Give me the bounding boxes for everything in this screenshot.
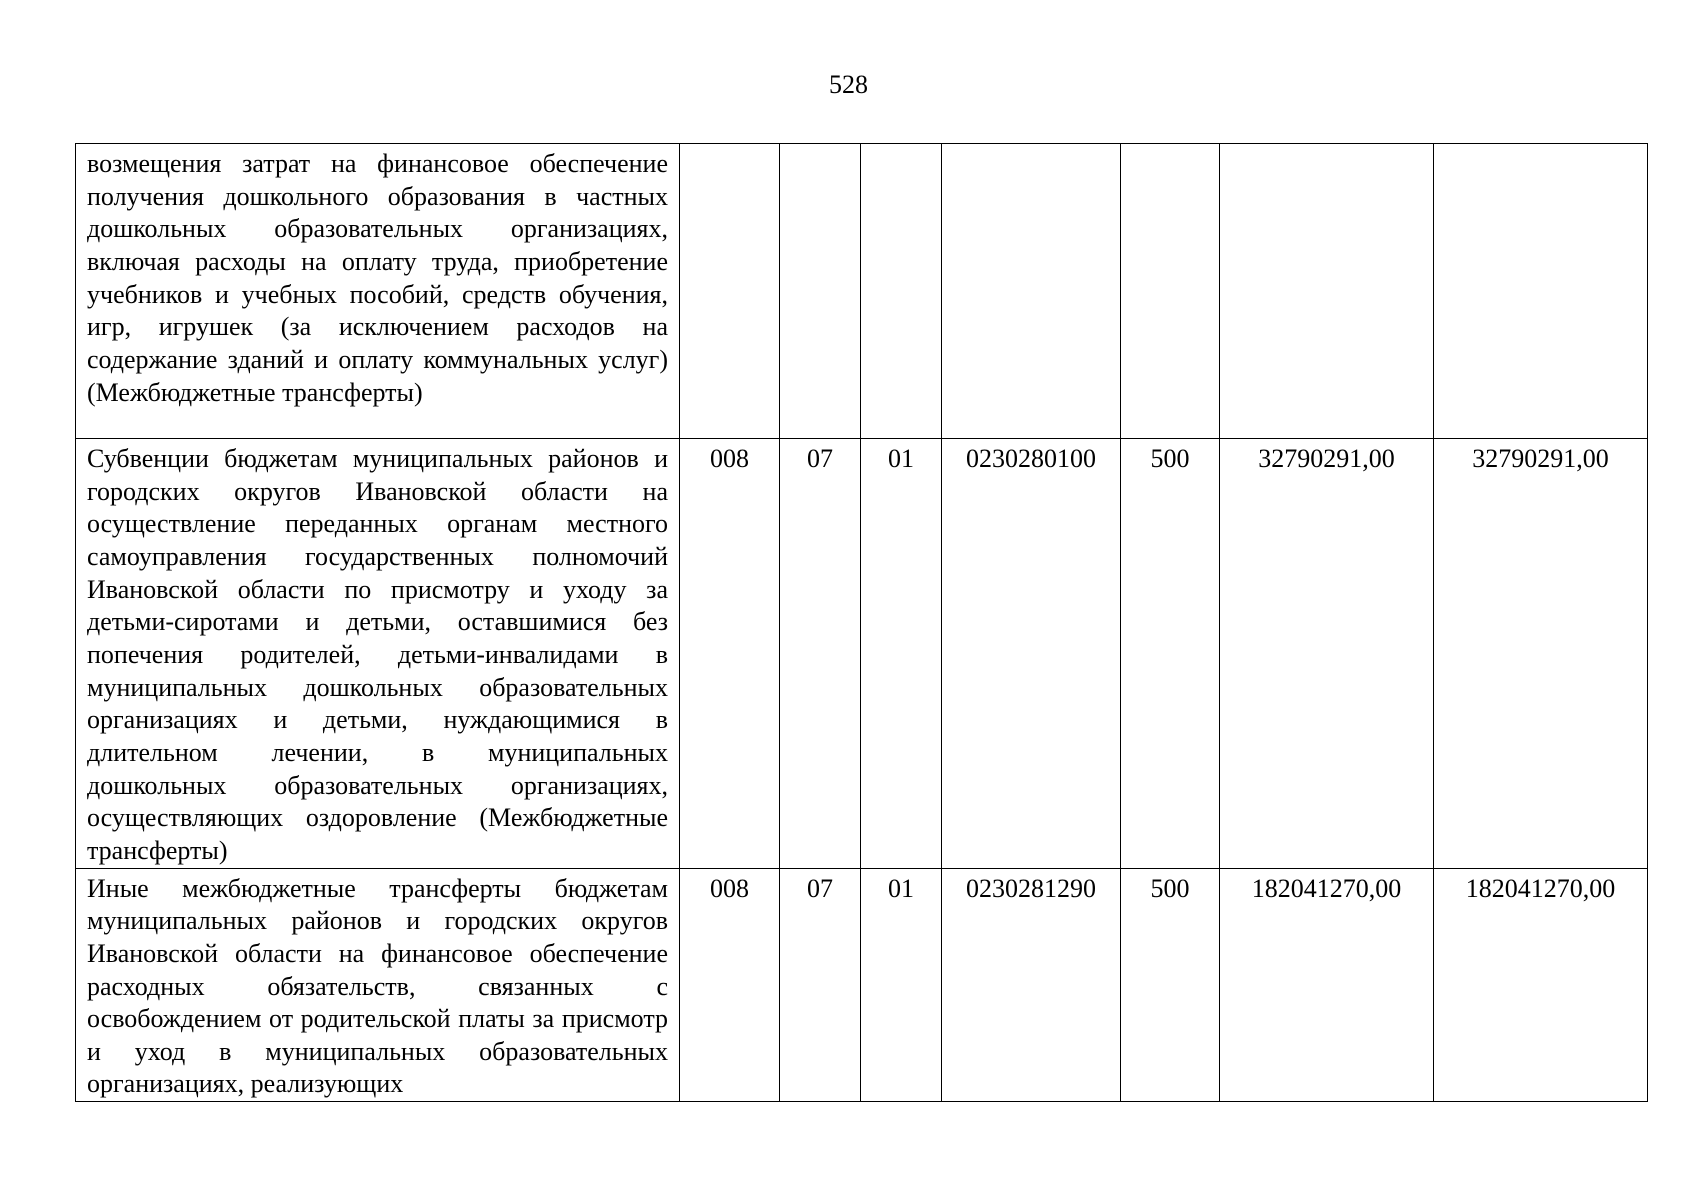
amount-1-cell xyxy=(1220,144,1434,439)
description-text: Субвенции бюджетам муниципальных районов и городских округов Ивановской области на осуществление переданных органам местного самоуправления государственных полномочий Ивановской области по присмотру и уходу за детьми-сиротами и детьми, оставшимися без попечения родителей, детьми-инвалидами в муниципальных дошкольных образовательных организациях и детьми, нуждающимися в длительном лечении, в муниципальных дошкольных образовательных организациях, осуществляющих оздоровление (Межбюджетные трансферты) xyxy=(87,444,668,865)
amount-1-cell: 32790291,00 xyxy=(1220,439,1434,869)
subsection-code-cell: 01 xyxy=(861,439,942,869)
section-code-cell: 07 xyxy=(780,868,861,1102)
section-code-cell xyxy=(780,144,861,439)
ministry-code-cell xyxy=(680,144,780,439)
description-text: Иные межбюджетные трансферты бюджетам муниципальных районов и городских округов Ивановской области на финансовое обеспечение расходных обязательств, связанных с освобождением от родительской платы за присмотр и уход в муниципальных образовательных организациях, реализующих xyxy=(87,873,668,1099)
amount-2-cell xyxy=(1434,144,1648,439)
amount-2-cell: 182041270,00 xyxy=(1434,868,1648,1102)
amount-2-cell: 32790291,00 xyxy=(1434,439,1648,869)
subsection-code-cell xyxy=(861,144,942,439)
section-code-cell: 07 xyxy=(780,439,861,869)
target-article-cell xyxy=(942,144,1121,439)
target-article-cell: 0230281290 xyxy=(942,868,1121,1102)
description-cell xyxy=(76,439,680,869)
description-text: возмещения затрат на финансовое обеспечение получения дошкольного образования в частных дошкольных образовательных организациях, включая расходы на оплату труда, приобретение учебников и учебных пособий, средств обучения, игр, игрушек (за исключением расходов на содержание зданий и оплату коммунальных услуг) (Межбюджетные трансферты) xyxy=(87,149,668,407)
target-article-cell: 0230280100 xyxy=(942,439,1121,869)
table-row xyxy=(76,868,1648,1102)
expense-type-cell: 500 xyxy=(1121,868,1220,1102)
page-number: 528 xyxy=(829,70,868,99)
expense-type-cell: 500 xyxy=(1121,439,1220,869)
table-row xyxy=(76,144,1648,439)
description-cell xyxy=(76,144,680,439)
amount-1-cell: 182041270,00 xyxy=(1220,868,1434,1102)
expense-type-cell xyxy=(1121,144,1220,439)
ministry-code-cell: 008 xyxy=(680,439,780,869)
budget-table xyxy=(75,143,1648,1102)
table-row xyxy=(76,439,1648,869)
description-cell xyxy=(76,868,680,1102)
subsection-code-cell: 01 xyxy=(861,868,942,1102)
ministry-code-cell: 008 xyxy=(680,868,780,1102)
